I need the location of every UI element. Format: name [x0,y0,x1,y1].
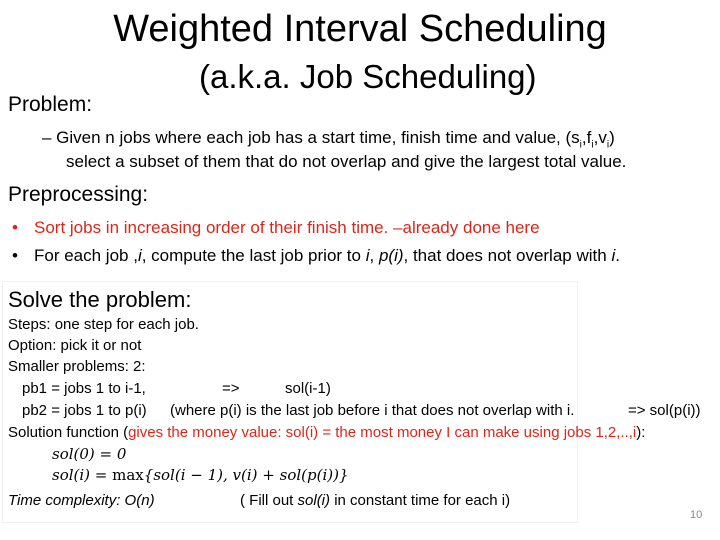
solve-pb2-sol: => sol(p(i)) [628,402,701,419]
slide-title: Weighted Interval Scheduling [113,8,607,50]
preprocessing-item-sort: • Sort jobs in increasing order of their finish time. –already done here [12,218,540,237]
problem-line-1: – Given n jobs where each job has a start time, finish time and value, $(s_i,f_i,v_i)$ [42,128,615,151]
bullet: • [12,246,18,265]
slide-subtitle: (a.k.a. Job Scheduling) [199,58,537,95]
solve-pb1-arrow: => [222,380,240,397]
solve-solution-function: Solution function (gives the money value: sol(i) = the most money I can make using jobs 1,2,..,i): [8,424,646,441]
solve-smaller: Smaller problems: 2: [8,358,146,375]
equation-recurrence: sol(i) = max{sol(i − 1), v(i) + sol(p(i))} [52,466,349,484]
problem-line-2: select a subset of them that do not overlap and give the largest total value. [66,152,627,171]
preprocessing-heading: Preprocessing: [8,183,149,206]
page-number: 10 [690,509,703,521]
solve-heading: Solve the problem: [8,287,192,312]
fill-out-note: ( Fill out sol(i) in constant time for each i) [240,492,511,509]
solve-pb2: pb2 = jobs 1 to p(i) [22,402,147,419]
solve-steps: Steps: one step for each job. [8,316,199,333]
bullet: • [12,218,18,237]
time-complexity: Time complexity: O(n) [8,492,155,509]
problem-heading: Problem: [8,93,93,116]
solve-option: Option: pick it or not [8,337,142,354]
equation-base-case: sol(0) = 0 [52,445,127,463]
solve-pb1: pb1 = jobs 1 to i-1, [22,380,146,397]
solve-pb1-sol: sol(i-1) [285,380,331,397]
solve-pb2-note: (where p(i) is the last job before i that does not overlap with i. [170,402,575,419]
preprocessing-item-compute: • For each job ,i, compute the last job prior to i, p(i), that does not overlap with i. [12,246,620,265]
